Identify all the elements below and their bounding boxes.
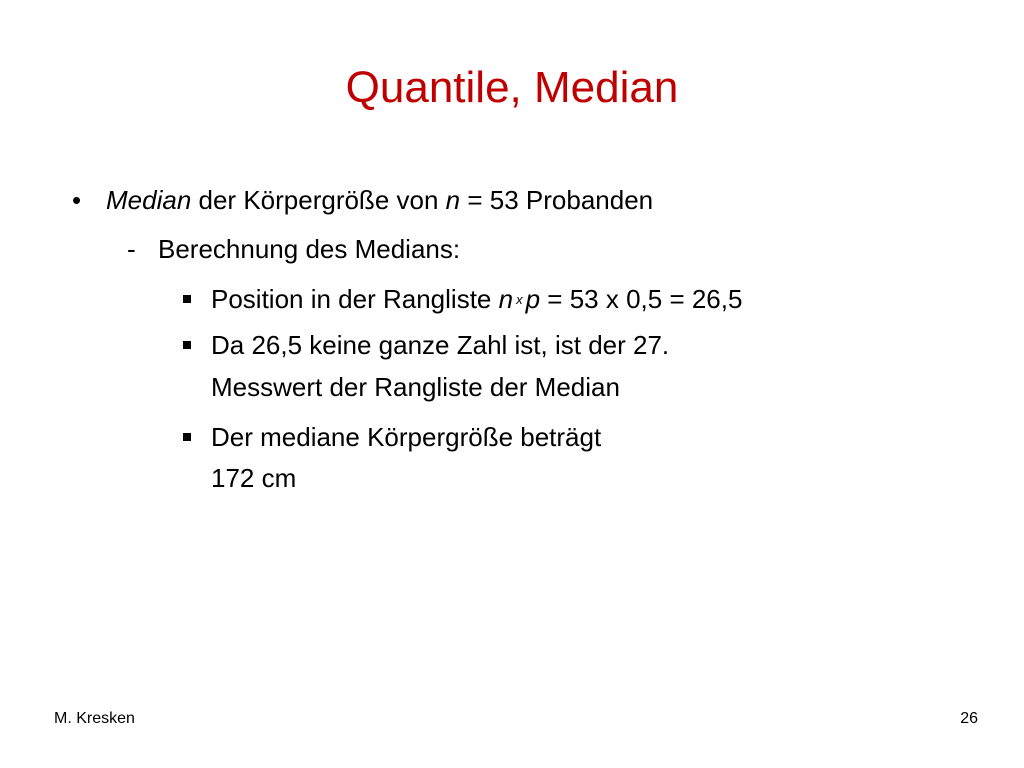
slide-title: Quantile, Median <box>345 63 679 112</box>
item-position-result: = 53 x 0,5 = 26,5 <box>547 284 743 314</box>
footer-author: M. Kresken <box>54 710 135 727</box>
bullet-dot: • <box>72 185 82 215</box>
item-mediane-line1: Der mediane Körpergröße beträgt <box>211 422 602 452</box>
variable-n: n <box>498 284 514 314</box>
item-position-line <box>211 282 742 317</box>
bullet-median-line <box>106 183 653 217</box>
bullet-text-mid: der Körpergröße von <box>198 185 439 215</box>
square-bullet-icon <box>183 295 191 303</box>
times-symbol: x <box>516 292 523 307</box>
variable-p: p <box>525 284 541 314</box>
sub-bullet-berechnung: Berechnung des Medians: <box>158 234 461 264</box>
square-bullet-icon <box>183 433 191 441</box>
item-ganze-zahl-line2: Messwert der Rangliste der Median <box>211 372 620 402</box>
bullet-text-end: = 53 Probanden <box>467 185 654 215</box>
item-mediane-line2: 172 cm <box>211 463 297 493</box>
variable-n: n <box>445 185 461 215</box>
dash-marker: - <box>127 234 136 264</box>
square-bullet-icon <box>183 341 191 349</box>
item-ganze-zahl-line1: Da 26,5 keine ganze Zahl ist, ist der 27. <box>211 330 670 360</box>
footer-page-number: 26 <box>960 710 978 727</box>
item-position-text: Position in der Rangliste <box>211 284 492 314</box>
median-term: Median <box>106 185 192 215</box>
